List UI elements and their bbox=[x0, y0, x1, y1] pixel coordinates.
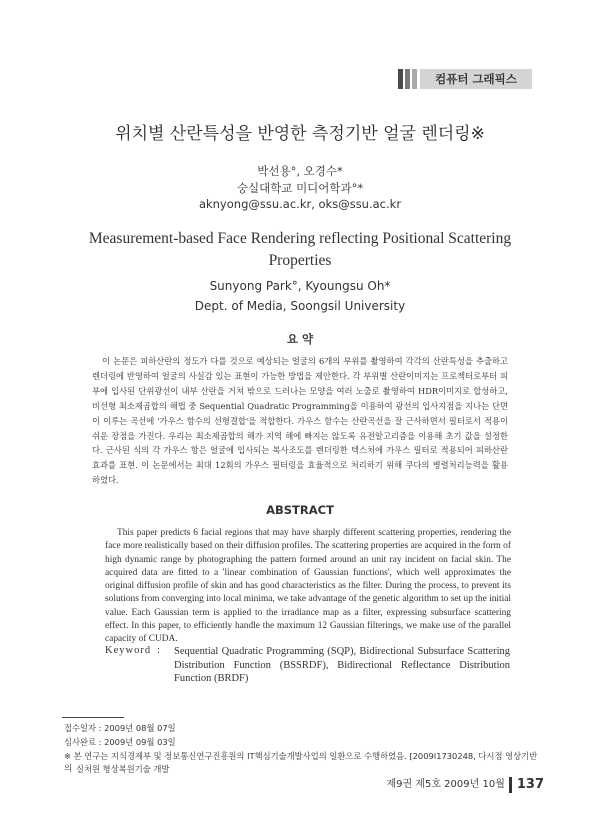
affiliation-english: Dept. of Media, Soongsil University bbox=[194, 299, 406, 313]
received-date: 접수일자 : 2009년 08월 07일 bbox=[64, 723, 176, 733]
section-bar-dark bbox=[398, 69, 403, 89]
section-tag-bars bbox=[398, 69, 418, 89]
abstract-english-body: This paper predicts 6 facial regions that may have sharply different scattering properties, rendering the face more realistically based on their diffusion profiles. The scattering properties are acquired in the form of high dynamic range by photographing the pattern formed around an unit ray incident on facial skin. The acquired data are fitted to a 'linear combination of Gaussian functions', which well approximates the original diffusion profile of skin and has good characteristics as the filter. During the process, to prevent its solutions from converging into local minima, we take advantage of the genetic algorithm to set up the initial value. Each Gaussian term is applied to the irradiance map as a filter, expressing subsurface scattering effect. In this paper, to efficiently handle the maximum 12 Gaussian filterings, we make use of the parallel capacity of CUDA. bbox=[105, 528, 511, 645]
keyword-label: Keyword bbox=[105, 645, 152, 656]
authors-english-block bbox=[0, 276, 600, 316]
review-completed-date: 심사완료 : 2009년 09월 03일 bbox=[64, 737, 176, 747]
keyword-colon: : bbox=[157, 645, 160, 656]
authors-korean: 박선용°, 오경수* bbox=[257, 164, 343, 178]
abstract-korean-body: 이 논문은 피하산란의 정도가 다를 것으로 예상되는 얼굴의 6개의 부위를 촬영하여 각각의 산란특성을 추출하고 렌더링에 반영하여 얼굴의 사실감 있는 표현이 가능한 방법을 제안한다. 각 부위별 산란이미지는 프로젝터로부터 피부에 입사된 단위광선이 내부 산란을 거쳐 밖으로 드러나는 모양을 여러 노출로 촬영하여 HDR이미지로 합성하고, 비선형 최소제곱합의 해법 중 Sequential Quadratic Programming을 이용하여 광선의 입사지점을 지나는 단면이 이루는 곡선에 '가우스 함수의 선형결합'을 적합한다. 가우스 함수는 산란곡선을 잘 근사하면서 필터로서 적용이 쉬운 장점을 가진다. 우리는 최소제곱합의 해가 지역 해에 빠지는 않도록 유전알고리즘을 이용해 초기 값을 설정한다. 근사된 식의 각 가우스 항은 얼굴에 입사되는 복사조도를 렌더링한 텍스처에 가우스 필터로 적용되어 피하산란효과를 표현. 이 논문에서는 최대 12회의 가우스 필터링을 효율적으로 처리하기 위해 쿠다의 병렬처리능력을 활용하였다. bbox=[92, 356, 508, 486]
author-emails: aknyong@ssu.ac.kr, oks@ssu.ac.kr bbox=[198, 197, 402, 211]
affiliation-korean: 숭실대학교 미디어학과°* bbox=[236, 181, 364, 195]
funding-note-line2: 실처원 형상복원기술 개발 bbox=[76, 764, 170, 774]
authors-english: Sunyong Park°, Kyoungsu Oh* bbox=[209, 279, 391, 293]
footnote-divider bbox=[62, 717, 124, 718]
footer-separator-bar bbox=[509, 777, 512, 793]
page-footer bbox=[386, 775, 544, 795]
section-tag: 컴퓨터 그래픽스 bbox=[420, 69, 532, 89]
abstract-korean-heading: 요 약 bbox=[286, 332, 314, 346]
footnote-mark: ※ bbox=[64, 751, 71, 761]
page-number: 137 bbox=[516, 777, 544, 792]
section-bar-light bbox=[412, 69, 417, 89]
paper-title-english: Measurement-based Face Rendering reflecting Positional Scattering Properties bbox=[88, 230, 512, 269]
abstract-english-heading: ABSTRACT bbox=[266, 503, 334, 517]
issue-info: 제9권 제5호 2009년 10월 bbox=[386, 779, 505, 790]
funding-note-line1: 본 연구는 지식경제부 및 정보통신연구진흥원의 IT핵심기술개발사업의 일환으로 수행하였음. [2009I1730248, 다시점 영상기반의 bbox=[64, 751, 538, 773]
section-bar-mid bbox=[405, 69, 410, 89]
keyword-list: Sequential Quadratic Programming (SQP), Bidirectional Subsurface Scattering Distribution Function (BSSRDF), Bidirectional Reflectance Distribution Function (BRDF) bbox=[174, 646, 510, 685]
paper-title-korean: 위치별 산란특성을 반영한 측정기반 얼굴 렌더링※ bbox=[115, 124, 485, 144]
